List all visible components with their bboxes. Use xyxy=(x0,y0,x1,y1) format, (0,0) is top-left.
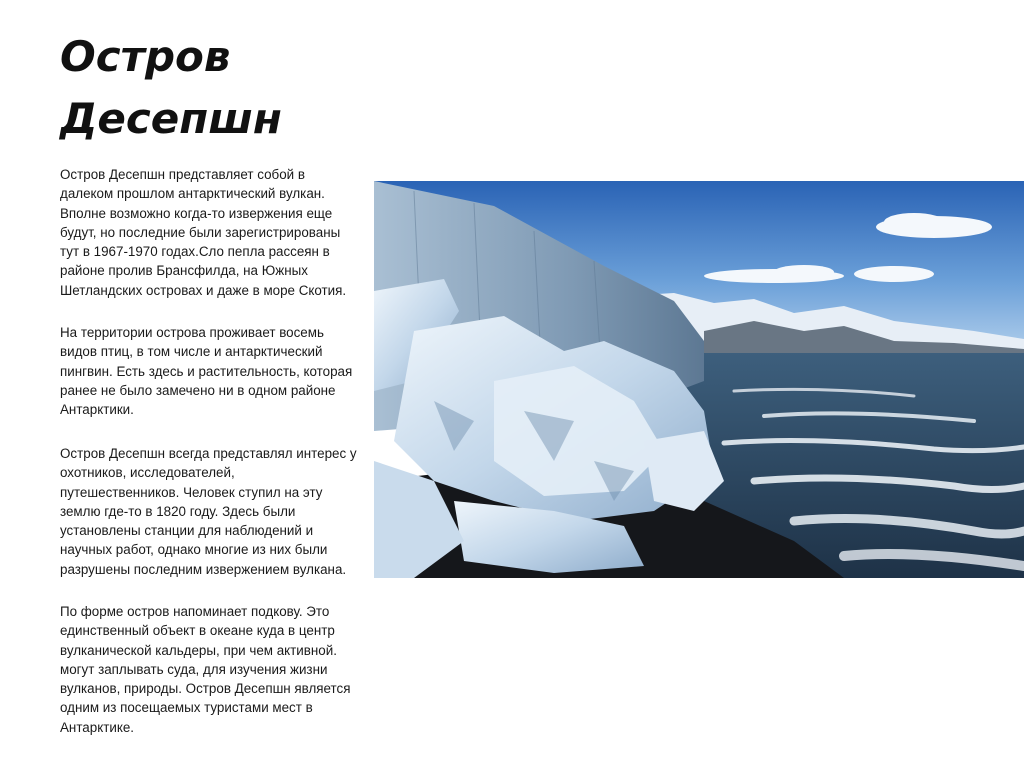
text-line: землю где-то в 1820 году. Здесь были xyxy=(60,503,296,519)
text-line: На территории острова проживает восемь xyxy=(60,325,324,340)
text-line: могут заплывать суда, для изучения жизни xyxy=(60,661,328,677)
paragraph-shape xyxy=(60,602,350,737)
text-line: установлены станции для наблюдений и xyxy=(60,523,314,539)
text-line: районе пролив Брансфилда, на Южных xyxy=(60,263,308,279)
photo-illustration xyxy=(374,181,1024,578)
text-line: научных работ, однако многие из них были xyxy=(60,542,328,558)
text-line: вулканов, природы. Остров Десепшн является xyxy=(60,681,351,697)
text-line: Остров Десепшн всегда представлял интерес у xyxy=(60,446,357,461)
text-line: далеком прошлом антарктический вулкан. xyxy=(60,186,325,202)
text-line: Вполне возможно когда-то извержения еще xyxy=(60,205,333,221)
glacier-coast-photo xyxy=(374,181,1024,578)
text-line: Шетландских островах и даже в море Скотия. xyxy=(60,282,347,298)
paragraph-wildlife xyxy=(60,323,352,419)
text-line: разрушены последним извержением вулкана. xyxy=(60,561,347,577)
text-line: По форме остров напоминает подкову. Это xyxy=(60,604,330,619)
text-line: вулканической кальдеры, при чем активной. xyxy=(60,642,337,658)
text-line: единственный объект в океане куда в центр xyxy=(60,623,335,639)
slide-title-line-2: Десепшн xyxy=(60,94,282,143)
text-line: Антарктики. xyxy=(60,402,134,418)
text-line: одним из посещаемых туристами мест в xyxy=(60,700,313,716)
paragraph-history xyxy=(60,444,357,579)
text-line: тут в 1967-1970 годах.Сло пепла рассеян в xyxy=(60,244,330,260)
text-line: путешественников. Человек ступил на эту xyxy=(60,484,323,500)
text-line: Антарктике. xyxy=(60,719,135,735)
text-line: ранее не было замечено ни в одном районе xyxy=(60,382,336,398)
slide-title-line-1: Остров xyxy=(60,32,231,81)
text-line: будут, но последние были зарегистрированы xyxy=(60,224,341,240)
text-line: охотников, исследователей, xyxy=(60,465,235,481)
text-line: пингвин. Есть здесь и растительность, которая xyxy=(60,363,353,379)
text-line: видов птиц, в том числе и антарктический xyxy=(60,344,323,360)
paragraph-volcano xyxy=(60,165,346,300)
slide-title xyxy=(60,26,282,150)
text-line: Остров Десепшн представляет собой в xyxy=(60,167,305,182)
